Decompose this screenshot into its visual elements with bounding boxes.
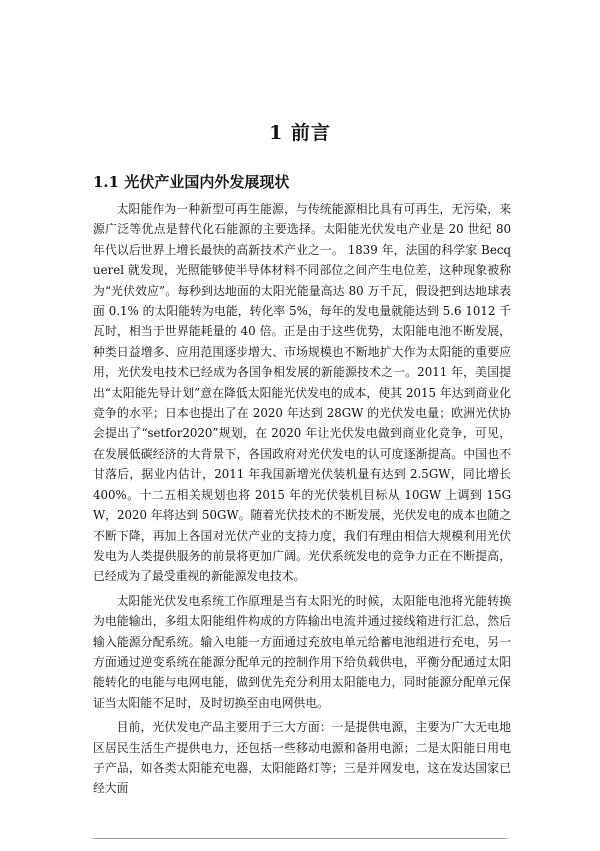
body-text [93, 199, 511, 803]
footer-divider [93, 838, 507, 839]
paragraph-2: 太阳能光伏发电系统工作原理是当有太阳光的时候，太阳能电池将光能转换为电能输出，多组太阳能组件构成的方阵输出电流并通过接线箱进行汇总，然后输入能源分配系统。输入电能一方面通过充放电单元给蓄电池组进行充电，另一方面通过逆变系统在能源分配单元的控制作用下给负载供电，平衡分配通过太阳能转化的电能与电网电能，做到优先充分利用太阳能电力，同时能源分配单元保证当太阳能不足时，及时切换至由电网供电。 [93, 593, 511, 710]
paragraph-1: 太阳能作为一种新型可再生能源，与传统能源相比具有可再生，无污染，来源广泛等优点是替代化石能源的主要选择。太阳能光伏发电产业是 20 世纪 80 年代以后世界上增长最快的高新技术产业之一。 1839 年，法国的科学家 Becquerel 就发现，光照能够使半导体材料不同部位之间产生电位差，这种现象被称为“光伏效应”。每秒到达地面的太阳光能量高达 80 万千瓦，假设把到达地球表面 0.1% 的太阳能转为电能，转化率 5%，每年的发电量就能达到 5.6 1012 千瓦时，相当于世界能耗量的 40 倍。正是由于这些优势，太阳能电池不断发展，种类日益增多、应用范围逐步增大、市场规模也不断地扩大作为太阳能的重要应用，光伏发电技术已经成为各国争相发展的新能源技术之一。2011 年，美国提出“太阳能先导计划”意在降低太阳能光伏发电的成本，使其 2015 年达到商业化竞争的水平；日本也提出了在 2020 年达到 28GW 的光伏发电量；欧洲光伏协会提出了“setfor2020”规划，在 2020 年让光伏发电做到商业化竞争，可见，在发展低碳经济的大背景下，各国政府对光伏发电的认可度逐渐提高。中国也不甘落后，据业内估计，2011 年我国新增光伏装机量有达到 2.5GW，同比增长 400%。十二五相关规划也将 2015 年的光伏装机目标从 10GW 上调到 15GW，2020 年将达到 50GW。随着光伏技术的不断发展，光伏发电的成本也随之不断下降，再加上各国对光伏产业的支持力度，我们有理由相信大规模利用光伏发电为人类提供服务的前景将更加广阔。光伏系统发电的竞争力正在不断提高，已经成为了最受重视的新能源发电技术。 [93, 202, 511, 584]
paragraph-3: 目前，光伏发电产品主要用于三大方面：一是提供电源，主要为广大无电地区居民生活生产提供电力，还包括一些移动电源和备用电源；二是太阳能日用电子产品，如各类太阳能充电器，太阳能路灯等；三是并网发电，这在发达国家已经大面 [93, 720, 511, 796]
section-title: 1.1 光伏产业国内外发展现状 [93, 173, 290, 191]
chapter-title: 1 前言 [269, 122, 331, 144]
